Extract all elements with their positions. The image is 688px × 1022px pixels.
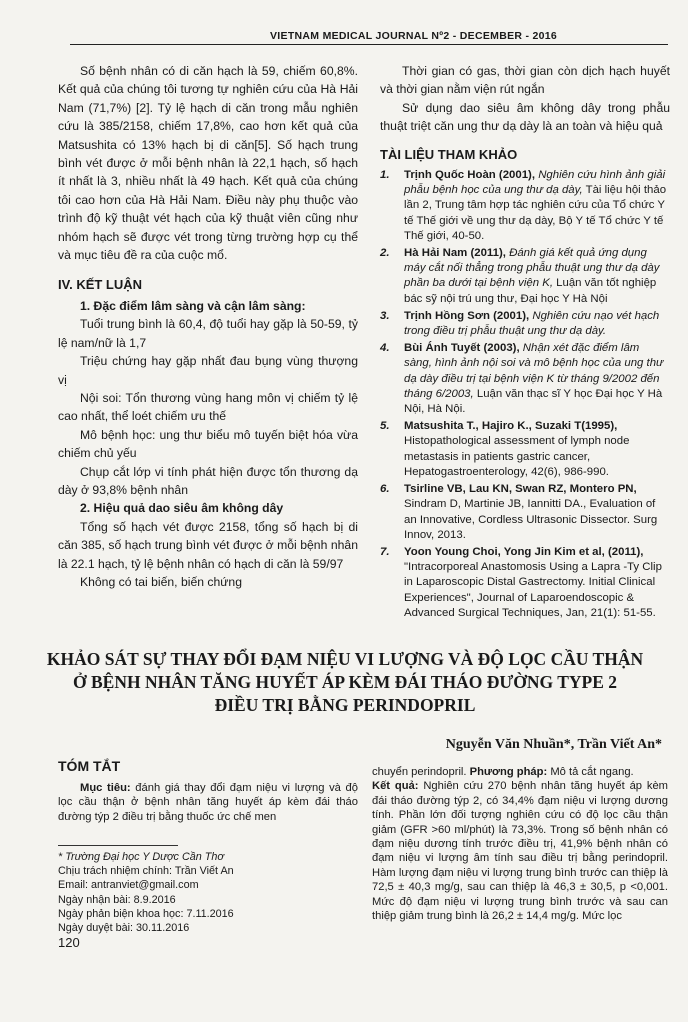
paragraph: Số bệnh nhân có di căn hạch là 59, chiếm 60,8%. Kết quả của chúng tôi tương tự nghiên cứu của Hà Hải Nam (71,7%) [2]. Tỷ lệ hạch di căn trong mẫu nghiên cứu là 385/2158, chiếm 17,8%, cao hơn kết quả của Matsushita có 13% hạch bị di căn[5]. Số hạch trung bình vét được ở mỗi bệnh nhân là 22,1 hạch, số hạch ít nhất là 3, nhiều nhất là 49 hạch. Kết quả của chúng tôi cao hơn của Hà Hải Nam. Điều này phụ thuộc vào trình độ kỹ thuật vét hạch của kỹ thuật viên cũng như nhóm hạch sẽ được vét trong từng trường hợp cụ thể và mục tiêu đề ra của cuộc mổ.	[58, 64, 358, 263]
paragraph: Không có tai biến, biến chứng	[80, 574, 242, 589]
reference-item	[380, 545, 670, 621]
reference-author: Trịnh Hồng Sơn (2001),	[404, 309, 530, 322]
paragraph: Nội soi: Tổn thương vùng hang môn vị chiếm tỷ lệ cao nhất, thể loét chiếm ưu thế	[58, 390, 358, 424]
method-label: Phương pháp:	[469, 766, 548, 778]
abstract-continuation: chuyển perindopril.	[372, 766, 467, 778]
reference-item	[380, 482, 670, 543]
reference-author: Trịnh Quốc Hoàn (2001),	[404, 169, 536, 182]
left-column	[58, 62, 358, 591]
aim-label: Mục tiêu:	[80, 782, 131, 794]
subsection-heading: 2. Hiệu quả dao siêu âm không dây	[80, 501, 284, 516]
reference-body	[404, 482, 670, 543]
reference-number: 3.	[380, 309, 390, 322]
reference-author: Hà Hải Nam (2011),	[404, 247, 506, 260]
reference-item	[380, 341, 670, 417]
reference-title: Nhận xét đặc điểm lâm sàng, hình ảnh nội soi và mô bệnh học của ung thư dạ dày điều trị tại bệnh viện K từ tháng 9/2002 đến tháng 6/2003,	[404, 342, 664, 400]
reference-rest: Luận văn tốt nghiệp bác sỹ nội trú ung thư, Đại học Y Hà Nội	[404, 277, 657, 305]
reference-body	[404, 168, 670, 244]
footnote	[58, 850, 328, 935]
reference-author: Bùi Ánh Tuyết (2003),	[404, 342, 520, 355]
reference-body	[404, 341, 670, 417]
article-title-line: Ở BỆNH NHÂN TĂNG HUYẾT ÁP KÈM ĐÁI THÁO ĐƯỜNG TYPE 2	[72, 672, 618, 692]
affiliation: * Trường Đại học Y Dược Cần Thơ	[58, 851, 224, 863]
reference-number: 4.	[380, 342, 390, 355]
reference-item	[380, 419, 670, 480]
reference-author: Yoon Young Choi, Yong Jin Kim et al, (2011),	[404, 545, 644, 558]
reference-title: Nghiên cứu hình ảnh giải phẫu bệnh học của ung thư dạ dày,	[404, 169, 666, 197]
reference-list	[380, 168, 670, 621]
reference-item	[380, 168, 670, 244]
paragraph: Thời gian có gas, thời gian còn dịch hạch huyết và thời gian nằm viện rút ngắn	[380, 64, 670, 97]
paragraph: Triệu chứng hay gặp nhất đau bụng vùng thượng vị	[58, 354, 358, 387]
result-label: Kết quả:	[372, 780, 419, 793]
abstract-left	[58, 781, 358, 824]
footnote-rule	[58, 845, 178, 846]
paragraph: Tuổi trung bình là 60,4, độ tuổi hay gặp là 50-59, tỷ lệ nam/nữ là 1,7	[58, 317, 358, 350]
abstract-right	[372, 765, 668, 923]
result-text: Nghiên cứu 270 bệnh nhân tăng huyết áp kèm đái tháo đường týp 2, có 34,4% đạm niệu vi lượng dương tính. Phần lớn đối tượng nghiên cứu có độ lọc cầu thận giảm (GFR >60 ml/phút) là 73,3%. Trong số bệnh nhân có đạm niệu dương tính trước điều trị, 41,9% bệnh nhân có đạm niệu vi lượng âm tính sau điều trị bằng perindopril. Hàm lượng đạm niệu vi lượng trung bình trước can thiệp là 72,5 ± 40,3 mg/g, sau can thiệp là 46,3 ± 30,5, p <0,001. Mức độ đạm niệu vi lượng trung bình trước và sau can thiệp giảm trung bình là 26,2 ± 14,4 mg/g. Mức lọc	[372, 780, 668, 923]
article-title	[40, 648, 650, 717]
paragraph: Tổng số hạch vét được 2158, tổng số hạch bị di căn 385, số hạch trung bình vét được ở mỗi bệnh nhân là 22.1 hạch, tỷ lệ bệnh nhân có hạch di căn là 59/97	[58, 519, 358, 571]
summary-heading: TÓM TẮT	[58, 758, 121, 774]
paragraph: Chụp cắt lớp vi tính phát hiện được tổn thương dạ dày ở 93,8% bệnh nhân	[58, 464, 358, 497]
paragraph: Mô bệnh học: ung thư biểu mô tuyến biệt hóa vừa chiếm chủ yếu	[58, 427, 358, 461]
reference-body	[404, 246, 670, 307]
reference-title: Đánh giá kết quả ứng dụng máy cắt nối thẳng trong phẫu thuật ung thư dạ dày phần ba dưới tại bệnh viện K,	[404, 247, 660, 290]
aim-text: đánh giá thay đổi đạm niệu vi lượng và độ lọc cầu thận ở bệnh nhân tăng huyết áp kèm đái tháo đường týp 2 điều trị bằng thuốc ức chế men	[58, 782, 358, 823]
header-rule	[70, 44, 668, 45]
email: Email: antranviet@gmail.com	[58, 879, 199, 892]
reference-body	[404, 419, 670, 480]
method-text: Mô tả cắt ngang.	[550, 766, 634, 778]
reference-number: 5.	[380, 420, 390, 433]
reference-body	[404, 545, 670, 621]
article-title-line: ĐIỀU TRỊ BẰNG PERINDOPRIL	[214, 695, 476, 715]
reference-number: 2.	[380, 247, 390, 260]
reference-item	[380, 309, 670, 339]
date-received: Ngày nhận bài: 8.9.2016	[58, 893, 176, 906]
journal-header: VIETNAM MEDICAL JOURNAL Nº2 - DECEMBER - 2016	[270, 30, 558, 42]
reference-number: 7.	[380, 545, 390, 558]
reference-rest: Luận văn thạc sĩ Y học Đại học Y Hà Nội, Hà Nội.	[404, 387, 663, 416]
reference-body	[404, 309, 670, 339]
subsection-heading: 1. Đặc điểm lâm sàng và cận lâm sàng:	[80, 298, 306, 313]
right-column	[380, 62, 670, 623]
page-number: 120	[58, 935, 80, 950]
reference-rest: Histopathological assessment of lymph node metastasis in patients gastric cancer, Hepatogastroenterology, 42(6), 986-990.	[404, 435, 630, 478]
paragraph: Sử dụng dao siêu âm không dây trong phẫu thuật triệt căn ung thư dạ dày là an toàn và hiệu quả	[380, 100, 670, 134]
article-authors: Nguyễn Văn Nhuần*, Trần Viết An*	[445, 737, 662, 752]
reference-rest: Tài liệu hội thảo lần 2, Trung tâm hợp tác nghiên cứu của Tổ chức Y tế Thế giới về ung thư dạ dày, Bộ Y tế Tổ chức Y tế Thế giới, 40-50.	[404, 184, 667, 242]
reference-number: 6.	[380, 483, 390, 496]
references-heading: TÀI LIỆU THAM KHẢO	[380, 146, 518, 162]
reference-number: 1.	[380, 169, 390, 182]
reference-author: Matsushita T., Hajiro K., Suzaki T(1995),	[404, 420, 618, 433]
reference-rest: "Intracorporeal Anastomosis Using a Lapra -Ty Clip in Laparoscopic Distal Gastrectomy. Initial Clinical Experiences", Journal of Laparoendoscopic & Advanced Surgical Techniques, Jan, 21(1): 51-55.	[404, 561, 662, 619]
responsible-author: Chịu trách nhiệm chính: Trần Viết An	[58, 865, 234, 878]
article-title-line: KHẢO SÁT SỰ THAY ĐỔI ĐẠM NIỆU VI LƯỢNG VÀ ĐỘ LỌC CẦU THẬN	[46, 649, 644, 669]
reference-rest: Sindram D, Martinie JB, Iannitti DA., Evaluation of an Innovative, Cordless Ultrasonic Dissector. Surg Innov, 2013.	[404, 498, 658, 541]
reference-title: Nghiên cứu nạo vét hạch trong điều trị phẫu thuật ung thư dạ dày.	[404, 309, 660, 338]
date-reviewed: Ngày phản biện khoa học: 7.11.2016	[58, 907, 234, 920]
reference-item	[380, 246, 670, 307]
date-accepted: Ngày duyệt bài: 30.11.2016	[58, 922, 190, 935]
section-heading: IV. KẾT LUẬN	[58, 277, 143, 293]
reference-author: Tsirline VB, Lau KN, Swan RZ, Montero PN,	[404, 483, 637, 496]
